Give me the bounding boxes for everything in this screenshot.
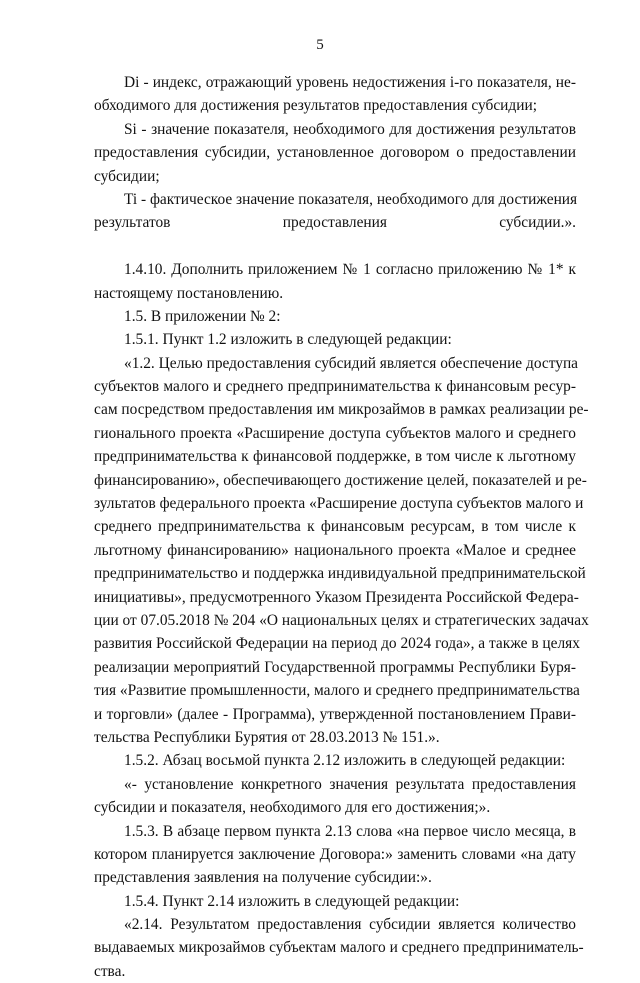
- paragraph-item-1-4-10: [94, 258, 576, 305]
- text-line: реализации мероприятий Государственной программы Республики Буря-: [94, 658, 576, 676]
- text-line: гионального проекта «Расширение доступа субъектов малого и среднего: [94, 424, 576, 442]
- text-line: 1.5.1. Пункт 1.2 изложить в следующей редакции:: [124, 331, 452, 349]
- text-line: субъектов малого и среднего предпринимательства к финансовым ресур-: [94, 378, 576, 396]
- text-line: 1.5. В приложении № 2:: [124, 307, 281, 325]
- text-line: субсидии и показателя, необходимого для его достижения;».: [94, 799, 491, 817]
- text-line: ства.: [94, 962, 126, 980]
- text-line: котором планируется заключение Договора:» заменить словами «на дату: [94, 845, 576, 863]
- text-line: и торговли» (далее - Программа), утвержденной постановлением Прави-: [94, 705, 576, 723]
- text-line: развития Российской Федерации на период до 2024 года», а также в целях: [94, 635, 580, 653]
- text-line: представления заявления на получение субсидии:».: [94, 869, 432, 887]
- text-line: [94, 235, 576, 258]
- paragraph-item-1-5-4: [94, 890, 576, 913]
- text-line: сам посредством предоставления им микрозаймов в рамках реализации ре-: [94, 401, 589, 419]
- text-line: Ti - фактическое значение показателя, необходимого для достижения: [124, 190, 578, 208]
- text-line: тельства Республики Бурятия от 28.03.2013 № 151.».: [94, 728, 440, 746]
- text-line: тия «Развитие промышленности, малого и среднего предпринимательства: [94, 682, 580, 700]
- text-line: 1.4.10. Дополнить приложением № 1 согласно приложению № 1* к: [124, 261, 576, 279]
- text-line: «2.14. Результатом предоставления субсидии является количество: [124, 916, 576, 934]
- text-line: настоящему постановлению.: [94, 284, 284, 302]
- text-line: Si - значение показателя, необходимого для достижения результатов: [124, 120, 576, 138]
- text-line: выдаваемых микрозаймов субъектам малого и среднего предприниматель-: [94, 939, 584, 957]
- text-line: предпринимательства к финансовой поддержке, в том числе к льготному: [94, 448, 576, 466]
- text-line: обходимого для достижения результатов предоставления субсидии;: [94, 97, 537, 115]
- paragraph-ti-definition: [94, 188, 576, 258]
- paragraph-quote-2-12: [94, 773, 576, 820]
- paragraph-item-1-5: [94, 305, 576, 328]
- text-line: финансированию», обеспечивающего достижение целей, показателей и ре-: [94, 471, 587, 489]
- text-line: льготному финансированию» национального проекта «Малое и среднее: [94, 541, 576, 559]
- paragraph-item-1-5-1: [94, 328, 576, 351]
- text-line: субсидии;: [94, 167, 160, 185]
- paragraph-item-1-5-2: [94, 749, 576, 772]
- paragraph-di-definition: [94, 71, 576, 118]
- paragraph-item-1-5-3: [94, 820, 576, 890]
- text-line: зультатов федерального проекта «Расширение доступа субъектов малого и: [94, 495, 584, 513]
- document-body: [94, 71, 589, 983]
- page-number: 5: [316, 37, 324, 53]
- text-line: «1.2. Целью предоставления субсидий является обеспечение доступа: [124, 354, 579, 372]
- text-line: 1.5.2. Абзац восьмой пункта 2.12 изложить в следующей редакции:: [124, 752, 566, 770]
- text-line: ции от 07.05.2018 № 204 «О национальных целях и стратегических задачах: [94, 611, 589, 629]
- text-line: предпринимательство и поддержка индивидуальной предпринимательской: [94, 565, 586, 583]
- paragraph-si-definition: [94, 118, 576, 188]
- text-line: предоставления субсидии, установленное договором о предоставлении: [94, 144, 576, 162]
- paragraph-quote-2-14: [94, 913, 584, 983]
- text-line: «- установление конкретного значения результата предоставления: [124, 775, 576, 793]
- text-line: 1.5.3. В абзаце первом пункта 2.13 слова «на первое число месяца, в: [124, 822, 576, 840]
- paragraph-quote-1-2: [94, 352, 589, 750]
- text-line: Di - индекс, отражающий уровень недостижения i-го показателя, не-: [124, 74, 576, 91]
- text-line: среднего предпринимательства к финансовым ресурсам, в том числе к: [94, 518, 576, 536]
- text-line: результатов предоставления субсидии.».: [94, 214, 576, 232]
- text-line: 1.5.4. Пункт 2.14 изложить в следующей редакции:: [124, 892, 460, 910]
- text-line: инициативы», предусмотренного Указом Президента Российской Федера-: [94, 588, 579, 606]
